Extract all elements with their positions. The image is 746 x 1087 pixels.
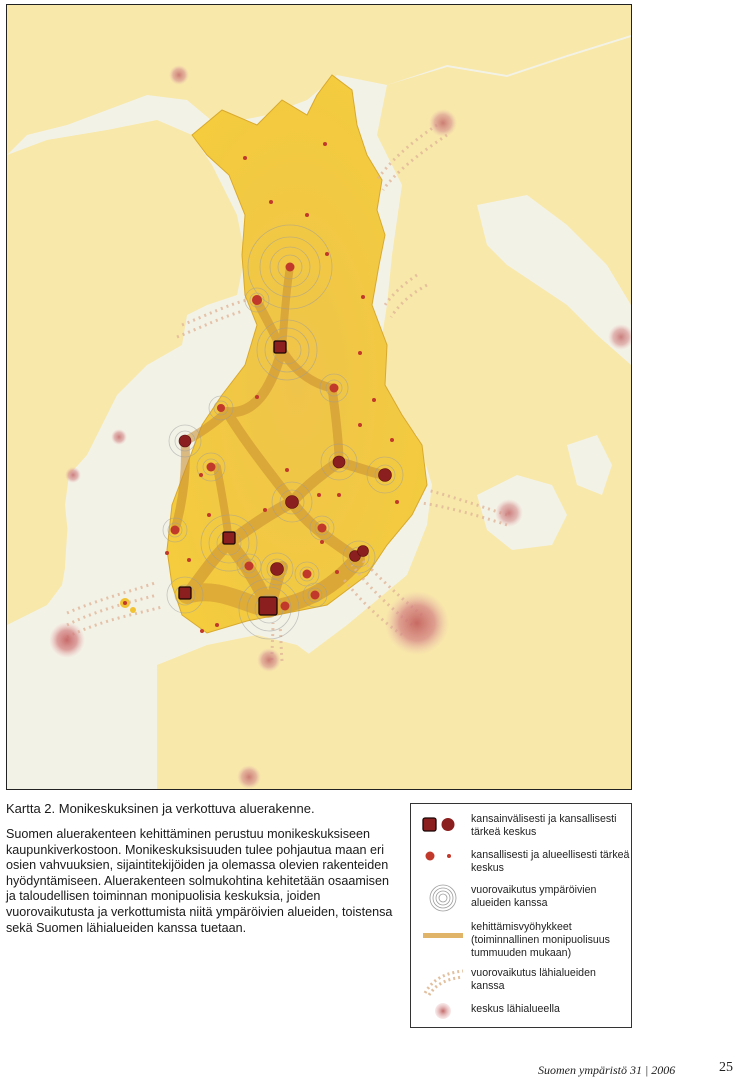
legend-label: vuorovaikutus lähialueiden kanssa [471,967,596,992]
neighbour-interaction-icon [419,967,469,997]
aland-island [130,607,136,613]
legend-label: kansallisesti ja alueellisesti tärkeä keskus [471,849,630,874]
map-legend [410,803,632,1028]
legend-label: kansainvälisesti ja kansallisesti tärkeä keskus [471,813,617,838]
map-caption-body: Suomen aluerakenteen kehittäminen perustuu monikeskuksiseen kaupunkiverkostoon. Monikeskuksisuuden tulee pohjautua maan eri osien vahvuuksien, sijaintitekijöiden ja olemassa olevien rakenteiden hyödyntämiseen. Aluerakenteen solmukohtina kehitetään osaamisen ja taloudellisen toiminnan monipuolisia keskuksia, joiden vuorovaikutusta ja verkottumista niitä ympäröivien alueiden, toistensa sekä Suomen lähialueiden kanssa tuetaan. [6,827,393,935]
map-figure [6,4,632,790]
map-caption-title: Kartta 2. Monikeskuksinen ja verkottuva aluerakenne. [6,801,315,816]
neighbour-center-icon [419,1003,469,1033]
regional-center-icon [419,849,469,879]
page-number: 25 [719,1060,733,1075]
legend-label: vuorovaikutus ympäröivien alueiden kanssa [471,884,597,909]
legend-label: kehittämisvyöhykkeet (toiminnallinen monipuolisuus tummuuden mukaan) [471,921,610,959]
international-center-icon [419,813,469,843]
publication-footer: Suomen ympäristö 31 | 2006 [538,1063,676,1077]
finland-regional-structure-map [7,5,631,789]
legend-label: keskus lähialueella [471,1003,560,1015]
interaction-rings-icon [419,884,469,914]
development-zone-icon [419,921,469,951]
